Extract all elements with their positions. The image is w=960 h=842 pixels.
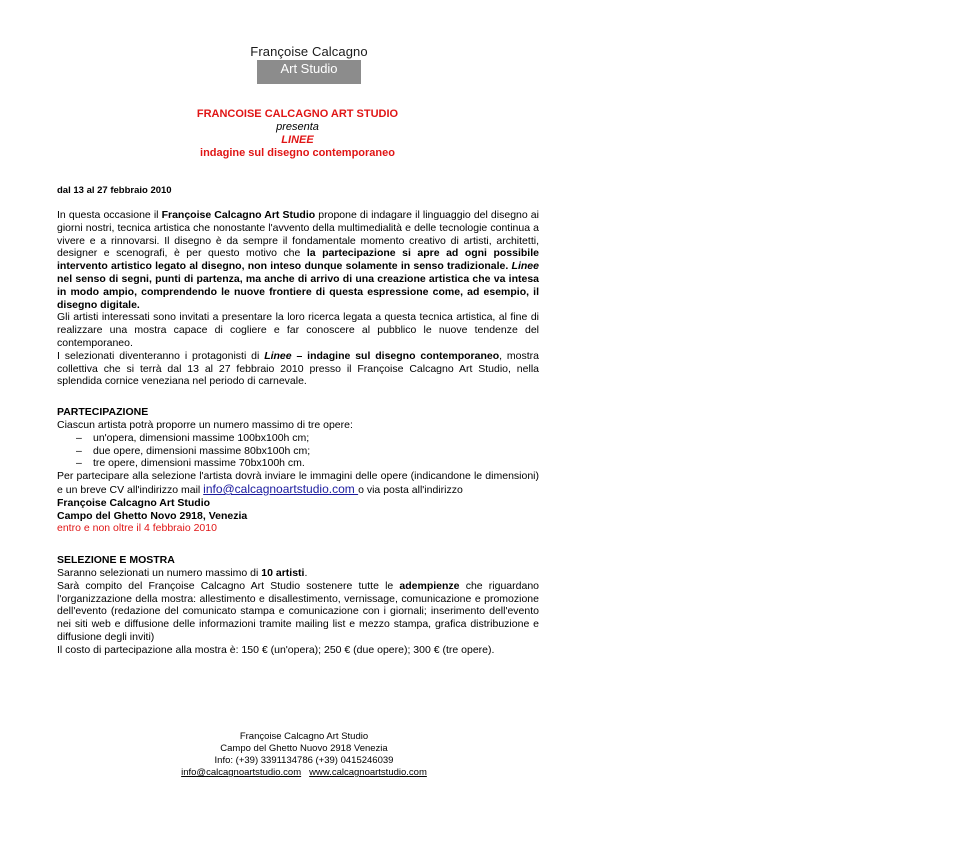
logo-band [257, 60, 361, 84]
instructions-text: Per partecipare alla selezione l'artista dovrà inviare le immagini delle opere (indicandone le dimensioni) e un breve CV all'indirizzo mail [57, 470, 539, 496]
selezione-cost: Il costo di partecipazione alla mostra è: 150 € (un'opera); 250 € (due opere); 300 € (tre opere). [57, 643, 495, 656]
postal-address-name: Françoise Calcagno Art Studio [57, 496, 211, 509]
sel2-text-c: che riguardano l'organizzazione della mostra: allestimento e disallestimento, vernissage, comunicazione e promozione dell'evento (redazione del comunicato stampa e comunicazione con i giornali; inserimento dell'evento nei siti web e diffusione delle informazioni tramite mailing list e mezzo stampa, grafica distribuzione e diffusione degli inviti) [57, 579, 539, 643]
logo-name: Françoise Calcagno [250, 44, 368, 59]
header-subtitle: indagine sul disegno contemporaneo [200, 147, 395, 159]
p3-text-c: , mostra collettiva che si terrà dal 13 al 27 febbraio 2010 presso il Françoise Calcagno Art Studio, nella splendida cornice veneziana nel periodo di carnevale. [57, 349, 539, 388]
works-list [57, 432, 539, 470]
logo-band-text: Art Studio [280, 61, 338, 76]
section-heading-selezione: SELEZIONE E MOSTRA [57, 554, 175, 567]
list-item: – un'opera, dimensioni massime 100bx100h cm; [76, 432, 539, 445]
document-header [150, 108, 445, 160]
intro-text-1: In questa occasione il [57, 209, 162, 221]
selezione-line-2 [57, 580, 539, 644]
document-body [57, 209, 539, 657]
intro-paragraph [57, 209, 539, 311]
p3-italic: Linee [264, 349, 292, 362]
intro-paragraph-2: Gli artisti interessati sono invitati a presentare la loro ricerca legata a questa tecnica artistica, al fine di realizzare una mostra capace di cogliere e far conoscere al pubblico le nuove tendenze del contemporaneo. [57, 311, 539, 349]
p3-bold: – indagine sul disegno contemporaneo [291, 349, 500, 362]
sel-bold: 10 artisti [261, 566, 305, 579]
header-studio: FRANCOISE CALCAGNO ART STUDIO [196, 108, 399, 120]
footer-web-link[interactable]: www.calcagnoartstudio.com [309, 767, 427, 778]
exhibition-dates: dal 13 al 27 febbraio 2010 [57, 185, 172, 196]
sel-text-c: . [304, 566, 308, 579]
header-presenta: presenta [276, 121, 319, 133]
postal-address-street: Campo del Ghetto Novo 2918, Venezia [57, 509, 248, 522]
intro-bold-italic: Linee [508, 260, 539, 273]
header-title: LINEE [281, 134, 314, 146]
footer-name: Françoise Calcagno Art Studio [239, 731, 369, 742]
selezione-line-1 [57, 567, 539, 580]
section-heading-partecipazione: PARTECIPAZIONE [57, 406, 149, 419]
sel2-bold: adempienze [399, 579, 460, 592]
footer-address: Campo del Ghetto Nuovo 2918 Venezia [220, 743, 388, 754]
email-link[interactable]: info@calcagnoartstudio.com [203, 481, 359, 496]
partecipazione-lead: Ciascun artista potrà proporre un numero massimo di tre opere: [57, 418, 353, 431]
p3-text-a: I selezionati diventeranno i protagonisti di [57, 349, 265, 362]
footer-email-link[interactable]: info@calcagnoartstudio.com [181, 767, 302, 778]
footer-links [150, 767, 458, 779]
intro-text-2: propone di indagare il linguaggio del disegno ai giorni nostri, tecnica artistica che nonostante l'avvento della multimedialità e delle tecnologie continua a vivere e a rinnovarsi. Il disegno è da sempre il fondamentale momento creativo di artisti, architetti, designer e scenografi, è per questo motivo che [57, 209, 539, 260]
footer-info: Info: (+39) 3391134786 (+39) 0415246039 [214, 755, 394, 766]
instructions-end: o via posta all'indirizzo [358, 483, 463, 496]
sel-text-a: Saranno selezionati un numero massimo di [57, 566, 262, 579]
intro-bold-2: la partecipazione si apre ad ogni possibile intervento artistico legato al disegno, non inteso dunque solamente in senso tradizionale. [57, 247, 539, 273]
sel2-text-a: Sarà compito del Françoise Calcagno Art Studio sostenere tutte le [57, 579, 400, 592]
list-item: – due opere, dimensioni massime 80bx100h cm; [76, 445, 539, 458]
footer [150, 731, 458, 779]
partecipazione-instructions [57, 470, 539, 497]
intro-paragraph-3 [57, 350, 539, 388]
list-item: – tre opere, dimensioni massime 70bx100h cm. [76, 457, 539, 470]
intro-bold-3: nel senso di segni, punti di partenza, ma anche di arrivo di una creazione artistica che va intesa in modo ampio, comprendendo le nuove frontiere di questa espressione come, ad esempio, il disegno digitale. [57, 272, 539, 311]
intro-bold-1: Françoise Calcagno Art Studio [161, 209, 316, 221]
deadline: entro e non oltre il 4 febbraio 2010 [57, 522, 217, 535]
